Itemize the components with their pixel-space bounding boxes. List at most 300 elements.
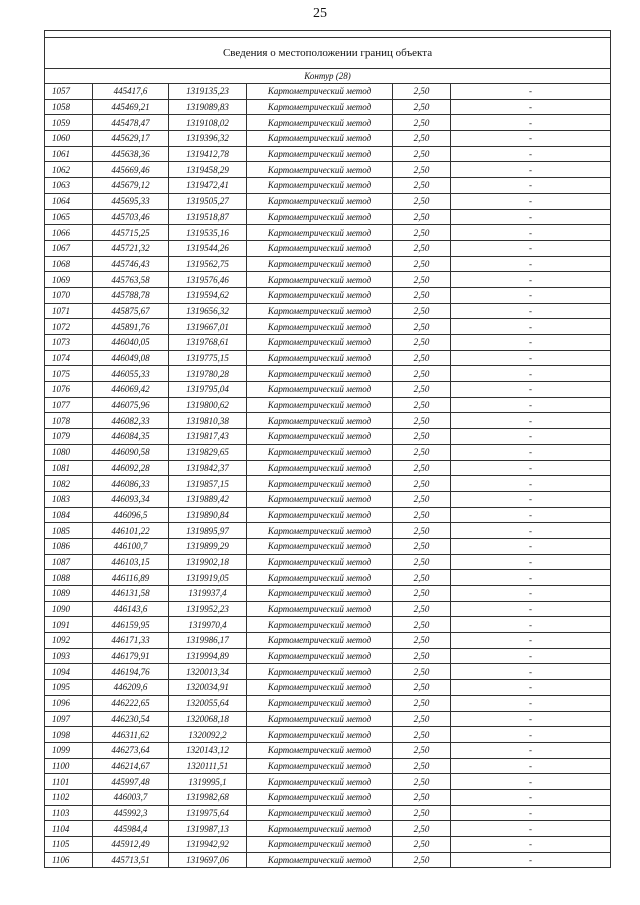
y-coordinate-cell: 1319396,32 xyxy=(169,131,247,147)
method-cell: Картометрический метод xyxy=(247,507,393,523)
accuracy-cell: 2,50 xyxy=(393,162,451,178)
x-coordinate-cell: 446075,96 xyxy=(93,397,169,413)
point-number-cell: 1100 xyxy=(45,758,93,774)
accuracy-cell: 2,50 xyxy=(393,178,451,194)
x-coordinate-cell: 445875,67 xyxy=(93,303,169,319)
point-number-cell: 1069 xyxy=(45,272,93,288)
accuracy-cell: 2,50 xyxy=(393,774,451,790)
y-coordinate-cell: 1319518,87 xyxy=(169,209,247,225)
y-coordinate-cell: 1320068,18 xyxy=(169,711,247,727)
y-coordinate-cell: 1319108,02 xyxy=(169,115,247,131)
point-number-cell: 1088 xyxy=(45,570,93,586)
description-cell: - xyxy=(451,586,611,602)
description-cell: - xyxy=(451,131,611,147)
y-coordinate-cell: 1320111,51 xyxy=(169,758,247,774)
y-coordinate-cell: 1319942,92 xyxy=(169,837,247,853)
y-coordinate-cell: 1319667,01 xyxy=(169,319,247,335)
y-coordinate-cell: 1319089,83 xyxy=(169,99,247,115)
description-cell: - xyxy=(451,695,611,711)
y-coordinate-cell: 1319576,46 xyxy=(169,272,247,288)
y-coordinate-cell: 1319544,26 xyxy=(169,240,247,256)
point-number-cell: 1059 xyxy=(45,115,93,131)
accuracy-cell: 2,50 xyxy=(393,821,451,837)
method-cell: Картометрический метод xyxy=(247,225,393,241)
point-number-cell: 1098 xyxy=(45,727,93,743)
table-row xyxy=(45,507,611,523)
description-cell: - xyxy=(451,319,611,335)
description-cell: - xyxy=(451,460,611,476)
x-coordinate-cell: 446116,89 xyxy=(93,570,169,586)
description-cell: - xyxy=(451,789,611,805)
method-cell: Картометрический метод xyxy=(247,774,393,790)
boundary-table-sheet xyxy=(44,30,610,868)
table-row xyxy=(45,601,611,617)
table-row xyxy=(45,789,611,805)
table-row xyxy=(45,397,611,413)
method-cell: Картометрический метод xyxy=(247,287,393,303)
method-cell: Картометрический метод xyxy=(247,350,393,366)
method-cell: Картометрический метод xyxy=(247,805,393,821)
description-cell: - xyxy=(451,146,611,162)
method-cell: Картометрический метод xyxy=(247,648,393,664)
accuracy-cell: 2,50 xyxy=(393,193,451,209)
accuracy-cell: 2,50 xyxy=(393,131,451,147)
y-coordinate-cell: 1320143,12 xyxy=(169,742,247,758)
point-number-cell: 1093 xyxy=(45,648,93,664)
table-row xyxy=(45,680,611,696)
accuracy-cell: 2,50 xyxy=(393,538,451,554)
description-cell: - xyxy=(451,633,611,649)
table-row xyxy=(45,554,611,570)
y-coordinate-cell: 1319810,38 xyxy=(169,413,247,429)
description-cell: - xyxy=(451,774,611,790)
x-coordinate-cell: 446103,15 xyxy=(93,554,169,570)
y-coordinate-cell: 1319562,75 xyxy=(169,256,247,272)
table-row xyxy=(45,837,611,853)
point-number-cell: 1089 xyxy=(45,586,93,602)
x-coordinate-cell: 446101,22 xyxy=(93,523,169,539)
method-cell: Картометрический метод xyxy=(247,209,393,225)
method-cell: Картометрический метод xyxy=(247,366,393,382)
description-cell: - xyxy=(451,272,611,288)
accuracy-cell: 2,50 xyxy=(393,601,451,617)
boundary-table xyxy=(44,30,611,868)
page-number: 25 xyxy=(313,6,327,21)
table-row xyxy=(45,774,611,790)
point-number-cell: 1104 xyxy=(45,821,93,837)
accuracy-cell: 2,50 xyxy=(393,680,451,696)
method-cell: Картометрический метод xyxy=(247,84,393,100)
y-coordinate-cell: 1319135,23 xyxy=(169,84,247,100)
accuracy-cell: 2,50 xyxy=(393,742,451,758)
accuracy-cell: 2,50 xyxy=(393,366,451,382)
description-cell: - xyxy=(451,84,611,100)
y-coordinate-cell: 1319775,15 xyxy=(169,350,247,366)
description-cell: - xyxy=(451,225,611,241)
table-row xyxy=(45,413,611,429)
x-coordinate-cell: 446003,7 xyxy=(93,789,169,805)
accuracy-cell: 2,50 xyxy=(393,413,451,429)
point-number-cell: 1057 xyxy=(45,84,93,100)
table-row xyxy=(45,805,611,821)
description-cell: - xyxy=(451,680,611,696)
y-coordinate-cell: 1319982,68 xyxy=(169,789,247,805)
method-cell: Картометрический метод xyxy=(247,664,393,680)
description-cell: - xyxy=(451,476,611,492)
description-cell: - xyxy=(451,758,611,774)
contour-label: Контур (28) xyxy=(45,69,611,84)
method-cell: Картометрический метод xyxy=(247,303,393,319)
point-number-cell: 1058 xyxy=(45,99,93,115)
description-cell: - xyxy=(451,382,611,398)
table-row xyxy=(45,821,611,837)
y-coordinate-cell: 1319899,29 xyxy=(169,538,247,554)
point-number-cell: 1065 xyxy=(45,209,93,225)
y-coordinate-cell: 1319937,4 xyxy=(169,586,247,602)
method-cell: Картометрический метод xyxy=(247,413,393,429)
accuracy-cell: 2,50 xyxy=(393,852,451,868)
accuracy-cell: 2,50 xyxy=(393,805,451,821)
method-cell: Картометрический метод xyxy=(247,570,393,586)
description-cell: - xyxy=(451,617,611,633)
table-row xyxy=(45,287,611,303)
y-coordinate-cell: 1319919,05 xyxy=(169,570,247,586)
x-coordinate-cell: 446049,08 xyxy=(93,350,169,366)
table-row xyxy=(45,178,611,194)
accuracy-cell: 2,50 xyxy=(393,146,451,162)
table-row xyxy=(45,429,611,445)
y-coordinate-cell: 1319594,62 xyxy=(169,287,247,303)
y-coordinate-cell: 1319535,16 xyxy=(169,225,247,241)
x-coordinate-cell: 445721,32 xyxy=(93,240,169,256)
accuracy-cell: 2,50 xyxy=(393,256,451,272)
table-row xyxy=(45,523,611,539)
accuracy-cell: 2,50 xyxy=(393,570,451,586)
point-number-cell: 1063 xyxy=(45,178,93,194)
point-number-cell: 1083 xyxy=(45,491,93,507)
method-cell: Картометрический метод xyxy=(247,523,393,539)
table-row xyxy=(45,711,611,727)
point-number-cell: 1085 xyxy=(45,523,93,539)
y-coordinate-cell: 1319857,15 xyxy=(169,476,247,492)
table-row xyxy=(45,303,611,319)
x-coordinate-cell: 446214,67 xyxy=(93,758,169,774)
point-number-cell: 1084 xyxy=(45,507,93,523)
point-number-cell: 1066 xyxy=(45,225,93,241)
method-cell: Картометрический метод xyxy=(247,586,393,602)
x-coordinate-cell: 446311,62 xyxy=(93,727,169,743)
table-row xyxy=(45,162,611,178)
accuracy-cell: 2,50 xyxy=(393,586,451,602)
y-coordinate-cell: 1320034,91 xyxy=(169,680,247,696)
accuracy-cell: 2,50 xyxy=(393,664,451,680)
description-cell: - xyxy=(451,350,611,366)
point-number-cell: 1068 xyxy=(45,256,93,272)
description-cell: - xyxy=(451,209,611,225)
point-number-cell: 1078 xyxy=(45,413,93,429)
y-coordinate-cell: 1319895,97 xyxy=(169,523,247,539)
method-cell: Картометрический метод xyxy=(247,193,393,209)
accuracy-cell: 2,50 xyxy=(393,711,451,727)
method-cell: Картометрический метод xyxy=(247,633,393,649)
table-row xyxy=(45,648,611,664)
x-coordinate-cell: 446055,33 xyxy=(93,366,169,382)
point-number-cell: 1081 xyxy=(45,460,93,476)
y-coordinate-cell: 1320055,64 xyxy=(169,695,247,711)
description-cell: - xyxy=(451,397,611,413)
x-coordinate-cell: 446230,54 xyxy=(93,711,169,727)
x-coordinate-cell: 445695,33 xyxy=(93,193,169,209)
accuracy-cell: 2,50 xyxy=(393,397,451,413)
point-number-cell: 1073 xyxy=(45,335,93,351)
y-coordinate-cell: 1319995,1 xyxy=(169,774,247,790)
contour-row xyxy=(45,69,611,84)
method-cell: Картометрический метод xyxy=(247,178,393,194)
point-number-cell: 1079 xyxy=(45,429,93,445)
x-coordinate-cell: 445746,43 xyxy=(93,256,169,272)
table-row xyxy=(45,335,611,351)
y-coordinate-cell: 1319412,78 xyxy=(169,146,247,162)
description-cell: - xyxy=(451,491,611,507)
accuracy-cell: 2,50 xyxy=(393,335,451,351)
y-coordinate-cell: 1319829,65 xyxy=(169,444,247,460)
method-cell: Картометрический метод xyxy=(247,554,393,570)
point-number-cell: 1075 xyxy=(45,366,93,382)
method-cell: Картометрический метод xyxy=(247,99,393,115)
x-coordinate-cell: 446143,6 xyxy=(93,601,169,617)
accuracy-cell: 2,50 xyxy=(393,209,451,225)
method-cell: Картометрический метод xyxy=(247,335,393,351)
y-coordinate-cell: 1319780,28 xyxy=(169,366,247,382)
table-row xyxy=(45,460,611,476)
table-top-border xyxy=(45,31,611,38)
point-number-cell: 1097 xyxy=(45,711,93,727)
x-coordinate-cell: 446159,95 xyxy=(93,617,169,633)
description-cell: - xyxy=(451,601,611,617)
method-cell: Картометрический метод xyxy=(247,146,393,162)
accuracy-cell: 2,50 xyxy=(393,837,451,853)
accuracy-cell: 2,50 xyxy=(393,99,451,115)
accuracy-cell: 2,50 xyxy=(393,382,451,398)
method-cell: Картометрический метод xyxy=(247,727,393,743)
description-cell: - xyxy=(451,837,611,853)
point-number-cell: 1077 xyxy=(45,397,93,413)
description-cell: - xyxy=(451,240,611,256)
table-title-row xyxy=(45,38,611,69)
method-cell: Картометрический метод xyxy=(247,240,393,256)
description-cell: - xyxy=(451,538,611,554)
point-number-cell: 1099 xyxy=(45,742,93,758)
accuracy-cell: 2,50 xyxy=(393,84,451,100)
accuracy-cell: 2,50 xyxy=(393,115,451,131)
description-cell: - xyxy=(451,256,611,272)
method-cell: Картометрический метод xyxy=(247,789,393,805)
x-coordinate-cell: 446209,6 xyxy=(93,680,169,696)
point-number-cell: 1071 xyxy=(45,303,93,319)
x-coordinate-cell: 446171,33 xyxy=(93,633,169,649)
method-cell: Картометрический метод xyxy=(247,162,393,178)
table-row xyxy=(45,350,611,366)
point-number-cell: 1105 xyxy=(45,837,93,853)
description-cell: - xyxy=(451,178,611,194)
method-cell: Картометрический метод xyxy=(247,695,393,711)
table-row xyxy=(45,319,611,335)
point-number-cell: 1061 xyxy=(45,146,93,162)
method-cell: Картометрический метод xyxy=(247,742,393,758)
point-number-cell: 1086 xyxy=(45,538,93,554)
point-number-cell: 1087 xyxy=(45,554,93,570)
description-cell: - xyxy=(451,648,611,664)
description-cell: - xyxy=(451,162,611,178)
method-cell: Картометрический метод xyxy=(247,131,393,147)
method-cell: Картометрический метод xyxy=(247,617,393,633)
table-row xyxy=(45,727,611,743)
x-coordinate-cell: 445984,4 xyxy=(93,821,169,837)
table-title: Сведения о местоположении границ объекта xyxy=(45,38,611,69)
x-coordinate-cell: 445912,49 xyxy=(93,837,169,853)
description-cell: - xyxy=(451,413,611,429)
table-row xyxy=(45,444,611,460)
x-coordinate-cell: 446222,65 xyxy=(93,695,169,711)
point-number-cell: 1076 xyxy=(45,382,93,398)
x-coordinate-cell: 445891,76 xyxy=(93,319,169,335)
description-cell: - xyxy=(451,711,611,727)
table-row xyxy=(45,240,611,256)
accuracy-cell: 2,50 xyxy=(393,648,451,664)
y-coordinate-cell: 1319458,29 xyxy=(169,162,247,178)
description-cell: - xyxy=(451,523,611,539)
y-coordinate-cell: 1319970,4 xyxy=(169,617,247,633)
point-number-cell: 1091 xyxy=(45,617,93,633)
table-row xyxy=(45,476,611,492)
y-coordinate-cell: 1319768,61 xyxy=(169,335,247,351)
x-coordinate-cell: 445703,46 xyxy=(93,209,169,225)
point-number-cell: 1090 xyxy=(45,601,93,617)
description-cell: - xyxy=(451,287,611,303)
method-cell: Картометрический метод xyxy=(247,115,393,131)
method-cell: Картометрический метод xyxy=(247,429,393,445)
y-coordinate-cell: 1319656,32 xyxy=(169,303,247,319)
accuracy-cell: 2,50 xyxy=(393,240,451,256)
y-coordinate-cell: 1319952,23 xyxy=(169,601,247,617)
table-row xyxy=(45,366,611,382)
x-coordinate-cell: 445763,58 xyxy=(93,272,169,288)
description-cell: - xyxy=(451,570,611,586)
table-row xyxy=(45,146,611,162)
method-cell: Картометрический метод xyxy=(247,821,393,837)
y-coordinate-cell: 1319890,84 xyxy=(169,507,247,523)
point-number-cell: 1074 xyxy=(45,350,93,366)
accuracy-cell: 2,50 xyxy=(393,272,451,288)
method-cell: Картометрический метод xyxy=(247,272,393,288)
table-row xyxy=(45,99,611,115)
x-coordinate-cell: 445992,3 xyxy=(93,805,169,821)
x-coordinate-cell: 446179,91 xyxy=(93,648,169,664)
x-coordinate-cell: 445788,78 xyxy=(93,287,169,303)
accuracy-cell: 2,50 xyxy=(393,523,451,539)
point-number-cell: 1060 xyxy=(45,131,93,147)
y-coordinate-cell: 1319795,04 xyxy=(169,382,247,398)
table-row xyxy=(45,115,611,131)
x-coordinate-cell: 445997,48 xyxy=(93,774,169,790)
accuracy-cell: 2,50 xyxy=(393,554,451,570)
point-number-cell: 1102 xyxy=(45,789,93,805)
point-number-cell: 1103 xyxy=(45,805,93,821)
y-coordinate-cell: 1319697,06 xyxy=(169,852,247,868)
y-coordinate-cell: 1319472,41 xyxy=(169,178,247,194)
accuracy-cell: 2,50 xyxy=(393,758,451,774)
accuracy-cell: 2,50 xyxy=(393,350,451,366)
y-coordinate-cell: 1319986,17 xyxy=(169,633,247,649)
method-cell: Картометрический метод xyxy=(247,397,393,413)
y-coordinate-cell: 1320013,34 xyxy=(169,664,247,680)
description-cell: - xyxy=(451,115,611,131)
method-cell: Картометрический метод xyxy=(247,319,393,335)
x-coordinate-cell: 446069,42 xyxy=(93,382,169,398)
accuracy-cell: 2,50 xyxy=(393,460,451,476)
method-cell: Картометрический метод xyxy=(247,538,393,554)
point-number-cell: 1080 xyxy=(45,444,93,460)
table-row xyxy=(45,131,611,147)
accuracy-cell: 2,50 xyxy=(393,695,451,711)
point-number-cell: 1072 xyxy=(45,319,93,335)
x-coordinate-cell: 446040,05 xyxy=(93,335,169,351)
description-cell: - xyxy=(451,444,611,460)
description-cell: - xyxy=(451,507,611,523)
description-cell: - xyxy=(451,193,611,209)
table-row xyxy=(45,633,611,649)
x-coordinate-cell: 445638,36 xyxy=(93,146,169,162)
description-cell: - xyxy=(451,742,611,758)
method-cell: Картометрический метод xyxy=(247,680,393,696)
table-row xyxy=(45,225,611,241)
description-cell: - xyxy=(451,429,611,445)
table-row xyxy=(45,209,611,225)
accuracy-cell: 2,50 xyxy=(393,633,451,649)
method-cell: Картометрический метод xyxy=(247,852,393,868)
method-cell: Картометрический метод xyxy=(247,444,393,460)
x-coordinate-cell: 446093,34 xyxy=(93,491,169,507)
table-row xyxy=(45,617,611,633)
x-coordinate-cell: 445669,46 xyxy=(93,162,169,178)
x-coordinate-cell: 445679,12 xyxy=(93,178,169,194)
accuracy-cell: 2,50 xyxy=(393,507,451,523)
y-coordinate-cell: 1319902,18 xyxy=(169,554,247,570)
y-coordinate-cell: 1320092,2 xyxy=(169,727,247,743)
x-coordinate-cell: 445713,51 xyxy=(93,852,169,868)
accuracy-cell: 2,50 xyxy=(393,491,451,507)
point-number-cell: 1082 xyxy=(45,476,93,492)
accuracy-cell: 2,50 xyxy=(393,476,451,492)
x-coordinate-cell: 445478,47 xyxy=(93,115,169,131)
table-row xyxy=(45,538,611,554)
table-row xyxy=(45,382,611,398)
table-row xyxy=(45,570,611,586)
x-coordinate-cell: 446194,76 xyxy=(93,664,169,680)
table-row xyxy=(45,742,611,758)
x-coordinate-cell: 446100,7 xyxy=(93,538,169,554)
x-coordinate-cell: 446131,58 xyxy=(93,586,169,602)
point-number-cell: 1101 xyxy=(45,774,93,790)
method-cell: Картометрический метод xyxy=(247,837,393,853)
accuracy-cell: 2,50 xyxy=(393,429,451,445)
method-cell: Картометрический метод xyxy=(247,491,393,507)
y-coordinate-cell: 1319800,62 xyxy=(169,397,247,413)
y-coordinate-cell: 1319842,37 xyxy=(169,460,247,476)
accuracy-cell: 2,50 xyxy=(393,225,451,241)
x-coordinate-cell: 446090,58 xyxy=(93,444,169,460)
accuracy-cell: 2,50 xyxy=(393,444,451,460)
